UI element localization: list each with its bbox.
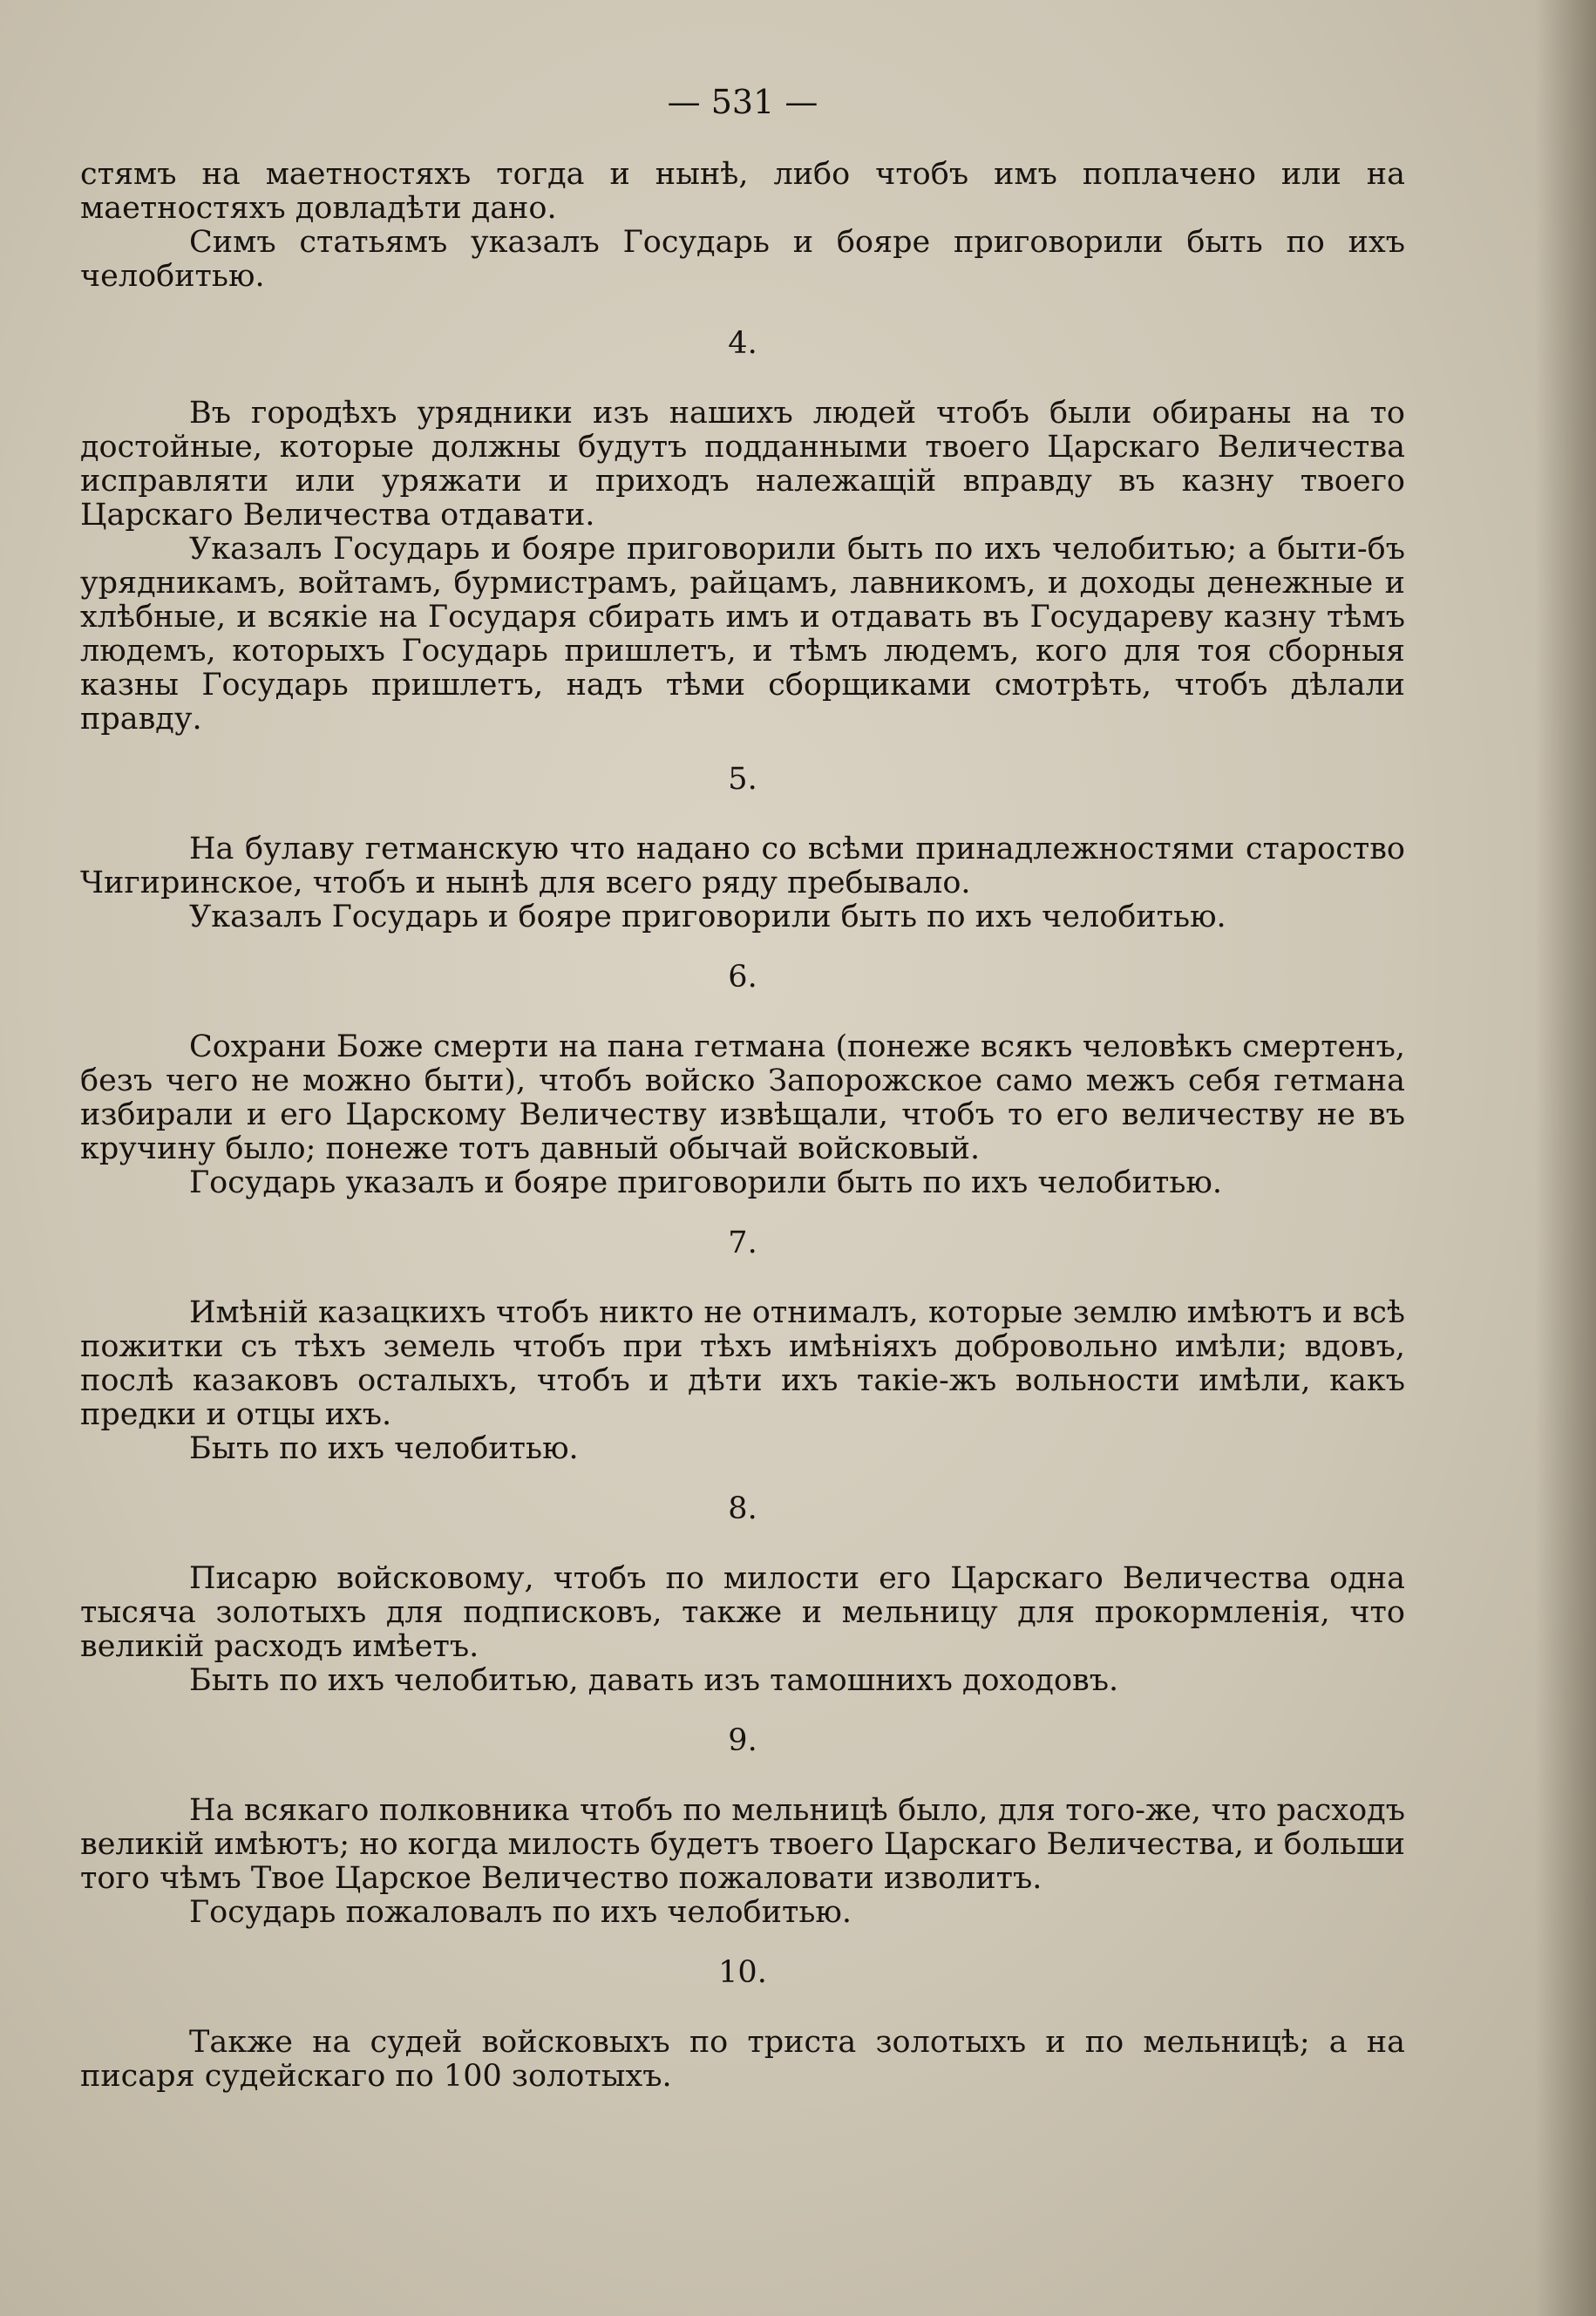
page-edge-shadow	[1535, 0, 1596, 2316]
section-number-7: 7.	[728, 1226, 757, 1260]
section-7-paragraph-2: Быть по ихъ челобитью.	[189, 1431, 579, 1466]
intro-paragraph-2: Симъ статьямъ указалъ Государь и бояре приговорили быть по ихъ челобитью.	[80, 225, 1405, 294]
section-5-paragraph-2: Указалъ Государь и бояре приговорили быть по ихъ челобитью.	[189, 900, 1226, 934]
section-number-10: 10.	[718, 1955, 767, 1990]
section-7-paragraph-1: Имѣній казацкихъ чтобъ никто не отнималъ, которые землю имѣютъ и всѣ пожитки съ тѣхъ земель чтобъ при тѣхъ имѣніяхъ добровольно имѣли; вдовъ, послѣ казаковъ осталыхъ, чтобъ и дѣти ихъ такіе-жъ вольности имѣли, какъ предки и отцы ихъ.	[80, 1295, 1405, 1432]
section-8-paragraph-2: Быть по ихъ челобитью, давать изъ тамошнихъ доходовъ.	[189, 1663, 1119, 1698]
section-4-paragraph-2: Указалъ Государь и бояре приговорили быть по ихъ челобитью; а быти-бъ урядникамъ, войтамъ, бурмистрамъ, райцамъ, лавникомъ, и доходы денежные и хлѣбные, и всякіе на Государя сбирать имъ и отдавать въ Государеву казну тѣмъ людемъ, которыхъ Государь пришлетъ, и тѣмъ людемъ, кого для тоя сборныя казны Государь пришлетъ, надъ тѣми сборщиками смотрѣть, чтобъ дѣлали правду.	[80, 532, 1405, 737]
section-number-6: 6.	[728, 960, 757, 995]
section-number-5: 5.	[728, 762, 757, 797]
section-8-paragraph-1: Писарю войсковому, чтобъ по милости его Царскаго Величества одна тысяча золотыхъ для подписковъ, также и мельницу для прокормленія, что великій расходъ имѣетъ.	[80, 1561, 1405, 1664]
intro-paragraph-1: стямъ на маетностяхъ тогда и нынѣ, либо чтобъ имъ поплачено или на маетностяхъ довладѣти дано.	[80, 157, 1405, 226]
section-6-paragraph-1: Сохрани Боже смерти на пана гетмана (понеже всякъ человѣкъ смертенъ, безъ чего не можно быти), чтобъ войско Запорожское само межъ себя гетмана избирали и его Царскому Величеству извѣщали, чтобъ то его величеству не въ кручину было; понеже тотъ давный обычай войсковый.	[80, 1029, 1405, 1166]
page-content	[80, 83, 1405, 2094]
section-number-4: 4.	[728, 326, 757, 361]
section-number-9: 9.	[728, 1723, 757, 1758]
section-9-paragraph-2: Государь пожаловалъ по ихъ челобитью.	[189, 1895, 852, 1930]
section-4-paragraph-1: Въ городѣхъ урядники изъ нашихъ людей чтобъ были обираны на то достойные, которые должны будутъ подданными твоего Царскаго Величества исправляти или уряжати и приходъ належащій вправду въ казну твоего Царскаго Величества отдавати.	[80, 396, 1405, 533]
section-6-paragraph-2: Государь указалъ и бояре приговорили быть по ихъ челобитью.	[189, 1165, 1222, 1200]
section-5-paragraph-1: На булаву гетманскую что надано со всѣми принадлежностями староство Чигиринское, чтобъ и нынѣ для всего ряду пребывало.	[80, 832, 1405, 900]
section-10-paragraph-1: Также на судей войсковыхъ по триста золотыхъ и по мельницѣ; а на писаря судейскаго по 100 золотыхъ.	[80, 2025, 1405, 2094]
page-number: — 531 —	[667, 83, 818, 121]
section-9-paragraph-1: На всякаго полковника чтобъ по мельницѣ было, для того-же, что расходъ великій имѣютъ; но когда милость будетъ твоего Царскаго Величества, и больши того чѣмъ Твое Царское Величество пожаловати изволитъ.	[80, 1793, 1405, 1896]
section-number-8: 8.	[728, 1491, 757, 1526]
